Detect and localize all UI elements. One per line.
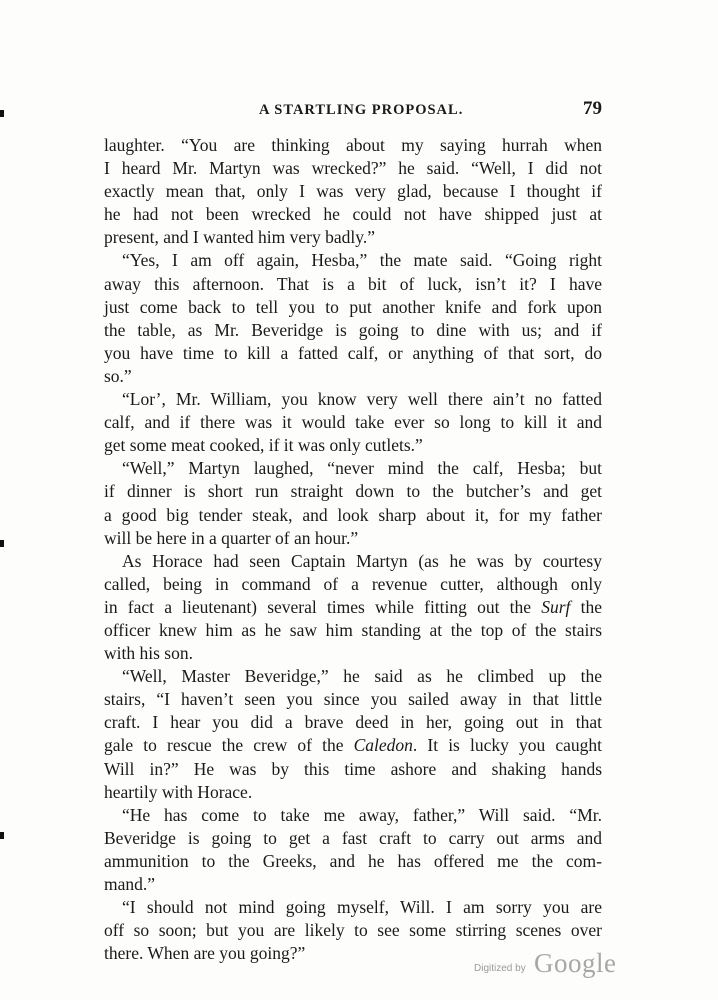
text-line: there. When are you going?” — [104, 943, 306, 964]
text-line: “Well,” Martyn laughed, “never mind the calf, Hesba; but — [122, 458, 602, 479]
text-line: you have time to kill a fatted calf, or anything of that sort, do — [104, 342, 602, 363]
text-line: called, being in command of a revenue cutter, although only — [104, 573, 602, 594]
text-line: Beveridge is going to get a fast craft to carry out arms and — [104, 827, 602, 848]
text-line: just come back to tell you to put another knife and fork upon — [104, 296, 602, 317]
text-line: laughter. “You are thinking about my saying hurrah when — [104, 135, 602, 155]
text-line: get some meat cooked, if it was only cutlets.” — [104, 435, 423, 456]
page-header — [104, 98, 602, 122]
text-line: “I should not mind going myself, Will. I am sorry you are — [122, 897, 602, 918]
text-line: stairs, “I haven’t seen you since you sailed away in that little — [104, 689, 602, 710]
digitized-label: Digitized by — [474, 963, 526, 974]
text-line: if dinner is short run straight down to the butcher’s and get — [104, 481, 602, 502]
text-line: will be here in a quarter of an hour.” — [104, 527, 359, 548]
page-number: 79 — [583, 98, 602, 119]
text-line: the table, as Mr. Beveridge is going to dine with us; and if — [104, 319, 602, 340]
running-head: A STARTLING PROPOSAL. — [259, 102, 464, 118]
text-line: off so soon; but you are likely to see some stirring scenes over — [104, 920, 602, 941]
text-line: “Lor’, Mr. William, you know very well there ain’t no fatted — [122, 389, 602, 410]
text-line: so.” — [104, 365, 132, 386]
text-line: in fact a lieutenant) several times while fitting out the Surf the — [104, 596, 602, 617]
text-line: Will in?” He was by this time ashore and shaking hands — [104, 758, 602, 779]
text-line: I heard Mr. Martyn was wrecked?” he said. “Well, I did not — [104, 158, 602, 179]
text-line: he had not been wrecked he could not have shipped just at — [104, 204, 602, 225]
text-line: officer knew him as he saw him standing at the top of the stairs — [104, 619, 602, 640]
text-line: a good big tender steak, and look sharp about it, for my father — [104, 504, 602, 525]
text-line: craft. I hear you did a brave deed in her, going out in that — [104, 712, 602, 733]
scan-edge-mark — [0, 540, 4, 547]
text-line: “Yes, I am off again, Hesba,” the mate said. “Going right — [122, 250, 602, 271]
text-line: calf, and if there was it would take ever so long to kill it and — [104, 412, 602, 433]
text-line: exactly mean that, only I was very glad, because I thought if — [104, 181, 602, 202]
text-line: As Horace had seen Captain Martyn (as he was by courtesy — [122, 550, 602, 571]
scan-edge-mark — [0, 832, 4, 839]
text-line: gale to rescue the crew of the Caledon. It is lucky you caught — [104, 735, 602, 756]
text-line: mand.” — [104, 874, 156, 894]
text-line: away this afternoon. That is a bit of luck, isn’t it? I have — [104, 273, 602, 294]
italic-name: Caledon — [353, 735, 413, 756]
text-line: with his son. — [104, 643, 193, 664]
body-text — [104, 134, 602, 965]
text-line: “He has come to take me away, father,” Will said. “Mr. — [122, 804, 602, 825]
text-line: heartily with Horace. — [104, 781, 253, 802]
text-line: ammunition to the Greeks, and he has offered me the com- — [104, 850, 602, 871]
digitized-footer — [474, 948, 634, 978]
google-logo: Google — [534, 948, 617, 978]
italic-name: Surf — [541, 596, 571, 617]
scan-edge-mark — [0, 110, 4, 117]
text-line: “Well, Master Beveridge,” he said as he climbed up the — [122, 666, 602, 687]
text-line: present, and I wanted him very badly.” — [104, 227, 375, 248]
